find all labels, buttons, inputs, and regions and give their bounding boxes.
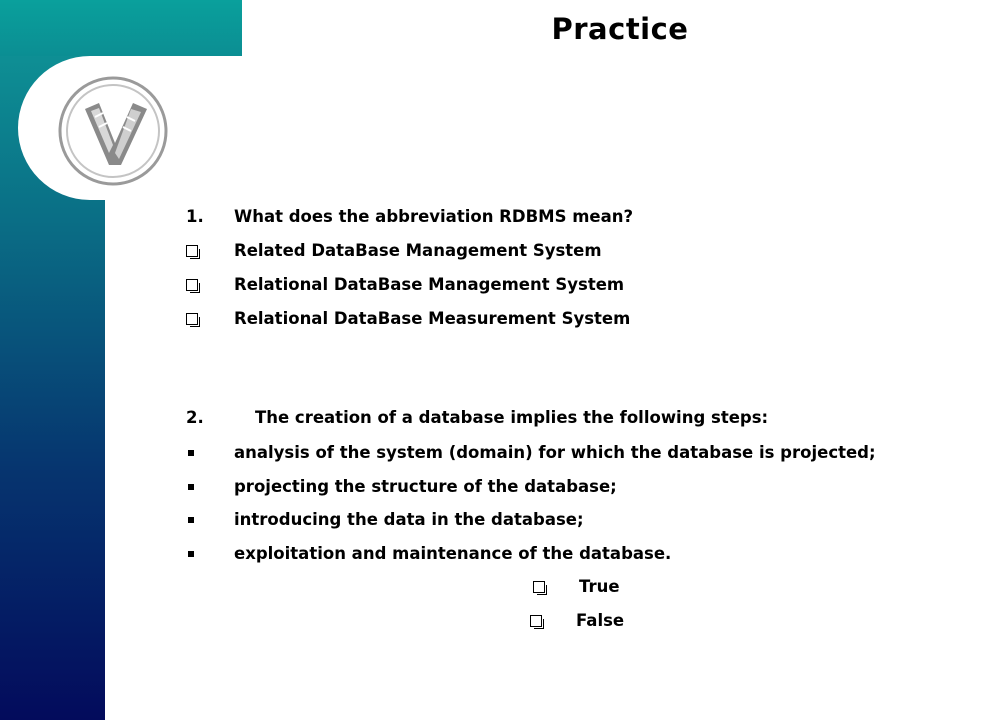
square-bullet-icon [186,510,192,529]
step-label: projecting the structure of the database; [234,477,617,496]
question-text: What does the abbreviation RDBMS mean? [234,207,634,226]
step-label: analysis of the system (domain) for which the database is projected; [234,443,876,462]
option-label: Relational DataBase Management System [234,275,625,294]
checkbox-icon [186,309,198,328]
project-logo-icon [55,73,171,189]
option-label: Relational DataBase Measurement System [234,309,631,328]
page-title: Practice [551,12,689,46]
answer-label: False [576,611,625,630]
question-text: The creation of a database implies the following steps: [255,408,769,427]
checkbox-icon [186,241,198,260]
step-label: introducing the data in the database; [234,510,584,529]
step-label: exploitation and maintenance of the database. [234,544,672,563]
header-band [0,0,242,56]
checkbox-icon [186,275,198,294]
answer-label: True [579,577,620,596]
square-bullet-icon [186,477,192,496]
question-number: 2. [186,408,204,427]
checkbox-icon [533,577,545,596]
checkbox-icon [530,611,542,630]
question-number: 1. [186,207,204,226]
option-label: Related DataBase Management System [234,241,602,260]
square-bullet-icon [186,544,192,563]
square-bullet-icon [186,443,192,462]
